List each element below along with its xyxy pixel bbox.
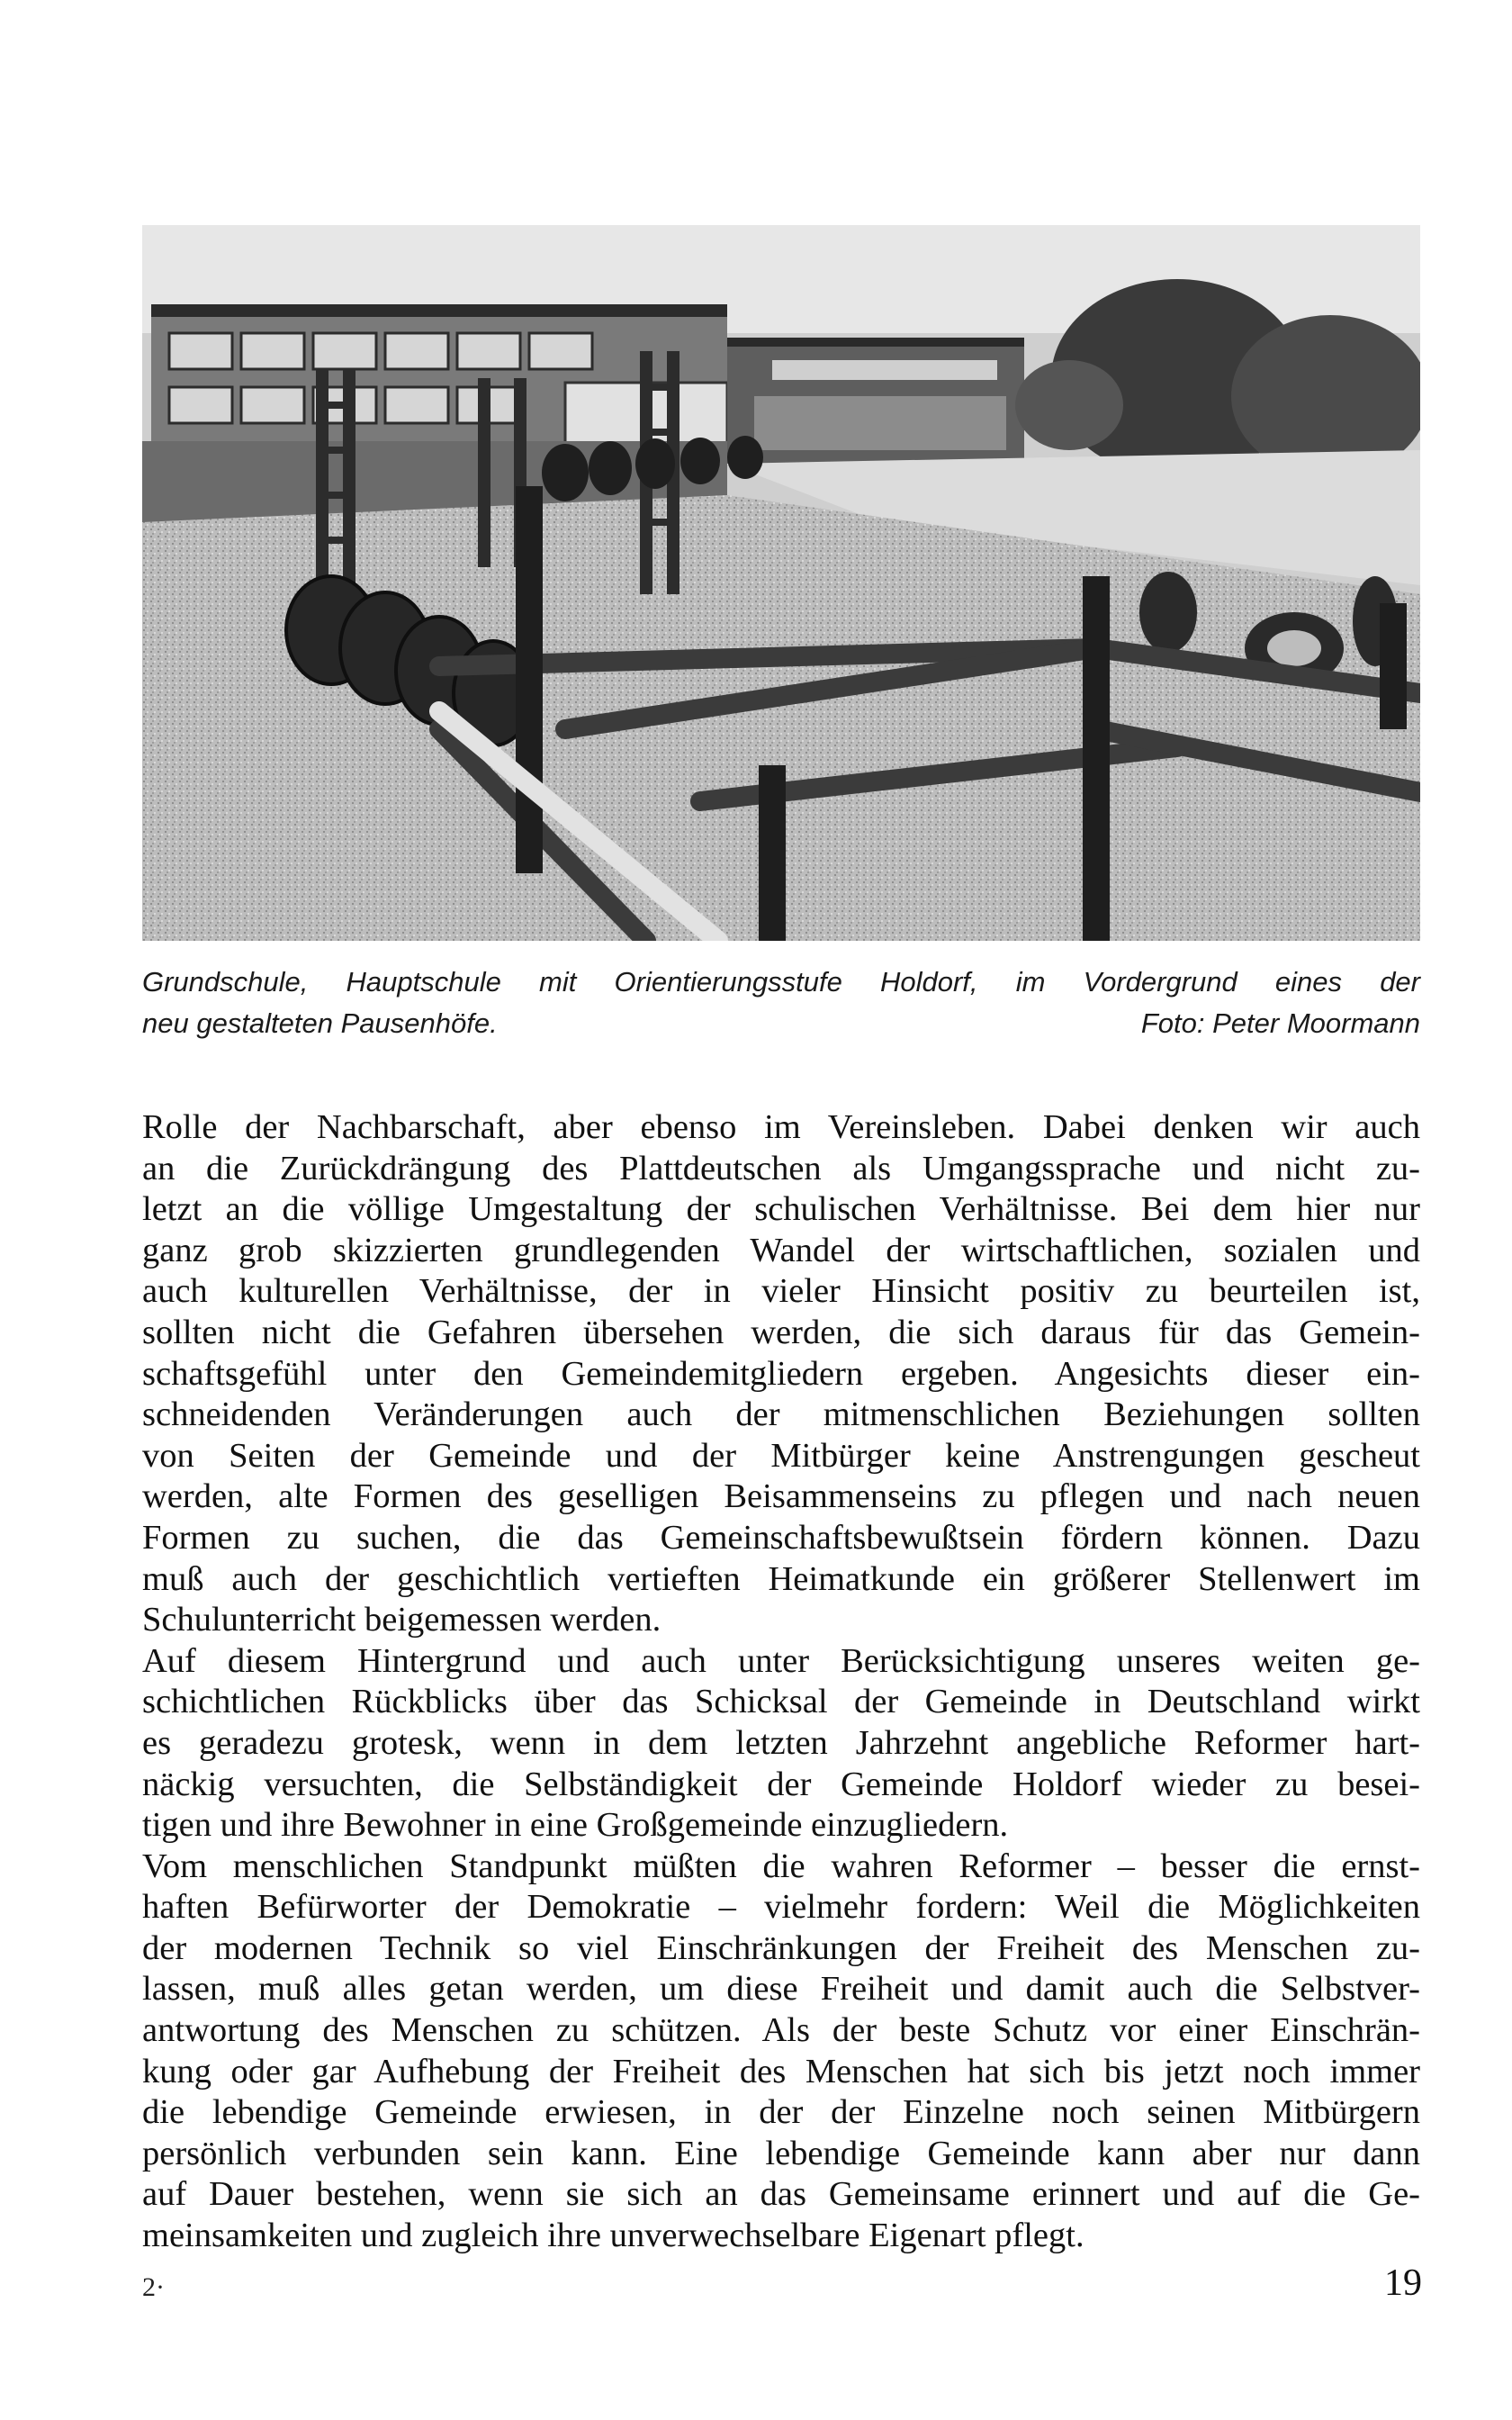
text-line: der modernen Technik so viel Einschränkungen der Freiheit des Menschen zu- [142,1928,1420,1967]
page-number: 19 [1384,2262,1422,2304]
photo-illustration [142,225,1420,941]
text-line: auch kulturellen Verhältnisse, der in vieler Hinsicht positiv zu beurteilen ist, [142,1272,1420,1311]
text-line: Auf diesem Hintergrund und auch unter Berücksichtigung unseres weiten ge- [142,1641,1420,1680]
text-line: persönlich verbunden sein kann. Eine lebendige Gemeinde kann aber nur dann [142,2134,1420,2172]
text-line: antwortung des Menschen zu schützen. Als der beste Schutz vor einer Einschrän- [142,2011,1420,2050]
text-line: Vom menschlichen Standpunkt müßten die wahren Reformer – besser die ernst- [142,1847,1420,1885]
text-line: letzt an die völlige Umgestaltung der schulischen Verhältnisse. Bei dem hier nur [142,1190,1420,1229]
text-line: von Seiten der Gemeinde und der Mitbürger keine Anstrengungen gescheut [142,1436,1420,1475]
schoolyard-photo [142,225,1420,941]
photo-caption [142,962,1420,1044]
body-text [142,1107,1420,2257]
text-line: die lebendige Gemeinde erwiesen, in der der Einzelne noch seinen Mitbürgern [142,2093,1420,2132]
printer-signature: 2· [142,2272,165,2302]
text-line: schneidenden Veränderungen auch der mitmenschlichen Beziehungen sollten [142,1395,1420,1434]
caption-line-2 [142,1003,1420,1044]
text-line: Formen zu suchen, die das Gemeinschaftsbewußtsein fördern können. Dazu [142,1518,1420,1557]
text-line: es geradezu grotesk, wenn in dem letzten Jahrzehnt angebliche Reformer hart- [142,1723,1420,1762]
text-line: Schulunterricht beigemessen werden. [142,1601,662,1639]
text-line: muß auch der geschichtlich vertieften Heimatkunde ein größerer Stellenwert im [142,1559,1420,1598]
text-line: haften Befürworter der Demokratie – vielmehr fordern: Weil die Möglichkeiten [142,1888,1420,1927]
text-line: sollten nicht die Gefahren übersehen werden, die sich daraus für das Gemein- [142,1313,1420,1351]
caption-description: neu gestalteten Pausenhöfe. [142,1007,498,1039]
text-line: an die Zurückdrängung des Plattdeutschen als Umgangssprache und nicht zu- [142,1149,1420,1187]
text-line: lassen, muß alles getan werden, um diese Freiheit und damit auch die Selbstver- [142,1970,1420,2009]
text-line: meinsamkeiten und zugleich ihre unverwechselbare Eigenart pflegt. [142,2217,1084,2255]
text-line: Rolle der Nachbarschaft, aber ebenso im Vereinsleben. Dabei denken wir auch [142,1108,1420,1146]
text-line: tigen und ihre Bewohner in eine Großgemeinde einzugliedern. [142,1806,1009,1845]
text-line: näckig versuchten, die Selbständigkeit der Gemeinde Holdorf wieder zu besei- [142,1765,1420,1803]
text-line: werden, alte Formen des geselligen Beisammenseins zu pflegen und nach neuen [142,1477,1420,1516]
text-line: schichtlichen Rückblicks über das Schicksal der Gemeinde in Deutschland wirkt [142,1683,1420,1721]
photo-credit: Foto: Peter Moormann [1140,1007,1420,1039]
text-line: auf Dauer bestehen, wenn sie sich an das Gemeinsame erinnert und auf die Ge- [142,2175,1420,2214]
caption-line-1: Grundschule, Hauptschule mit Orientierungsstufe Holdorf, im Vordergrund eines der [142,966,1420,998]
text-line: kung oder gar Aufhebung der Freiheit des Menschen hat sich bis jetzt noch immer [142,2052,1420,2090]
text-line: schaftsgefühl unter den Gemeindemitgliedern ergeben. Angesichts dieser ein- [142,1354,1420,1393]
text-line: ganz grob skizzierten grundlegenden Wandel der wirtschaftlichen, sozialen und [142,1231,1420,1269]
